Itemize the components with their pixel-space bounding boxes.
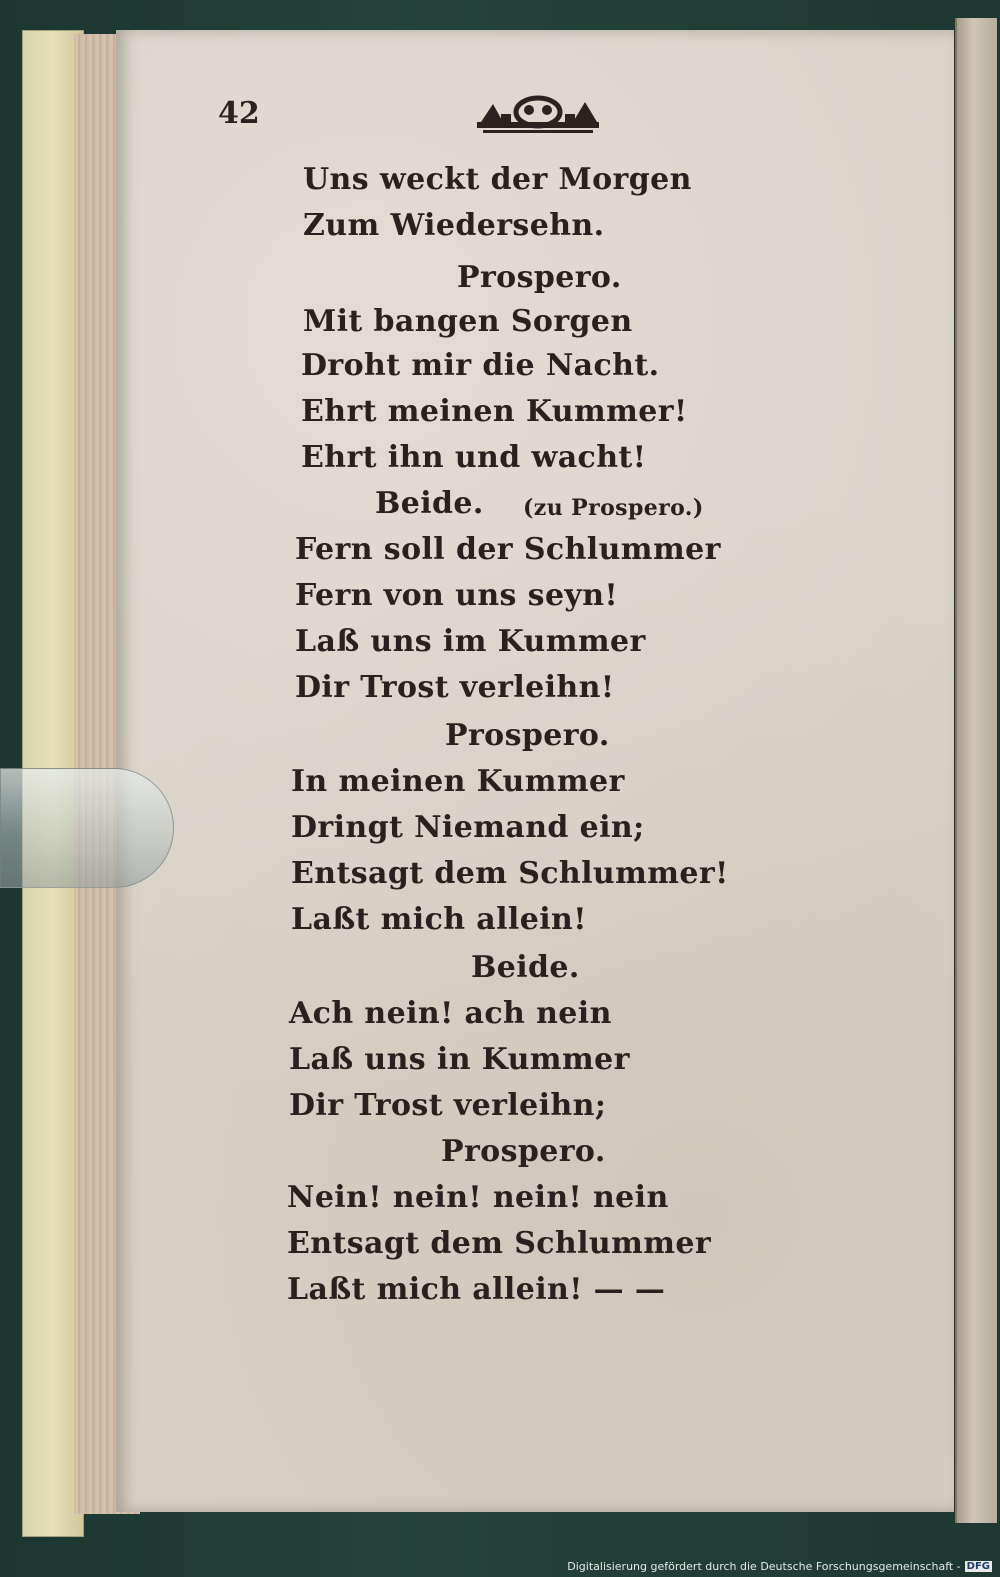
stage-direction: (zu Prospero.): [523, 495, 704, 521]
speaker-name: Beide.: [471, 950, 580, 985]
bookmark-tab: [0, 768, 174, 888]
adjacent-page-edge: [955, 18, 997, 1523]
verse-line: Laß uns im Kummer: [295, 624, 646, 659]
verse-line: Uns weckt der Morgen: [303, 162, 692, 197]
verse-line: Entsagt dem Schlummer!: [291, 856, 729, 891]
speaker-name: Beide.: [375, 486, 484, 521]
verse-line: Ach nein! ach nein: [289, 996, 612, 1031]
dfg-logo-icon: DFG: [966, 1561, 990, 1572]
verse-line: Zum Wiedersehn.: [303, 208, 605, 243]
verse-line: Nein! nein! nein! nein: [287, 1180, 669, 1215]
verse-line: Ehrt ihn und wacht!: [301, 440, 647, 475]
verse-line: Mit bangen Sorgen: [303, 304, 633, 339]
verse-line: Droht mir die Nacht.: [301, 348, 660, 383]
footer-text: Digitalisierung gefördert durch die Deutsche Forschungsgemeinschaft -: [567, 1560, 961, 1573]
verse-line: Laß uns in Kummer: [289, 1042, 630, 1077]
verse-line: Laßt mich allein!: [291, 902, 587, 937]
ornament-icon: [473, 92, 603, 138]
speaker-name: Prospero.: [445, 718, 610, 753]
verse-line: Dir Trost verleihn;: [289, 1088, 607, 1123]
verse-line: Fern von uns seyn!: [295, 578, 619, 613]
verse-line: Entsagt dem Schlummer: [287, 1226, 712, 1261]
footer: [567, 1560, 992, 1573]
verse-line: In meinen Kummer: [291, 764, 625, 799]
verse-line: Dir Trost verleihn!: [295, 670, 615, 705]
verse-line: Laßt mich allein! — —: [287, 1272, 666, 1307]
page-number: 42: [218, 96, 260, 131]
verse-line: Dringt Niemand ein;: [291, 810, 645, 845]
speaker-name: Prospero.: [441, 1134, 606, 1169]
verse-line: Fern soll der Schlummer: [295, 532, 721, 567]
verse-line: Ehrt meinen Kummer!: [301, 394, 688, 429]
speaker-name: Prospero.: [457, 260, 622, 295]
